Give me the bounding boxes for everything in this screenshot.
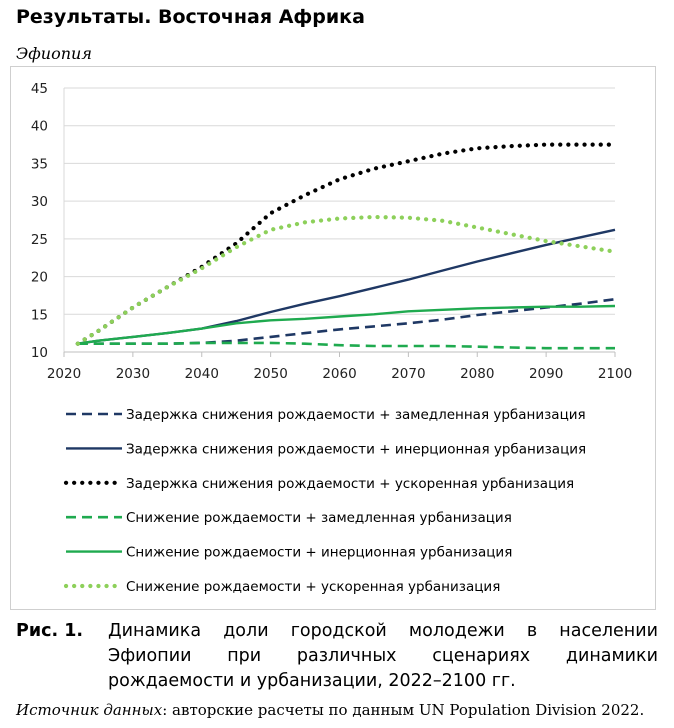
source-label: Источник данных — [16, 701, 163, 719]
legend-label-3: Задержка снижения рождаемости + ускоренная урбанизация — [126, 475, 575, 492]
chart-legend — [66, 407, 586, 595]
series-line-6 — [78, 217, 615, 344]
x-tick-label: 2080 — [460, 366, 495, 382]
y-tick-label: 40 — [30, 118, 48, 135]
legend-label-4: Снижение рождаемости + замедленная урбанизация — [126, 510, 512, 527]
figure-label: Рис. 1. — [16, 621, 84, 641]
y-tick-label: 35 — [30, 156, 48, 173]
y-tick-label: 45 — [30, 81, 48, 97]
x-tick-label: 2050 — [253, 366, 288, 382]
y-tick-label: 20 — [30, 269, 48, 286]
figure-caption — [16, 619, 658, 694]
data-source — [16, 701, 644, 719]
series-line-5 — [78, 306, 615, 344]
source-text: : авторские расчеты по данным UN Population Division 2022. — [162, 701, 645, 719]
page-title: Результаты. Восточная Африка — [16, 6, 365, 28]
x-tick-label: 2060 — [322, 366, 357, 382]
legend-label-5: Снижение рождаемости + инерционная урбанизация — [126, 544, 513, 561]
x-tick-label: 2030 — [115, 366, 151, 382]
x-tick-label: 2100 — [597, 366, 633, 382]
grid-lines — [64, 88, 615, 352]
x-tick-label: 2020 — [46, 366, 82, 382]
x-tick-label: 2090 — [528, 366, 564, 382]
series-line-2 — [78, 230, 615, 344]
series-layer — [78, 145, 615, 349]
legend-label-6: Снижение рождаемости + ускоренная урбанизация — [126, 579, 501, 595]
legend-label-1: Задержка снижения рождаемости + замедленная урбанизация — [126, 407, 586, 423]
country-subtitle: Эфиопия — [16, 44, 92, 63]
x-tick-label: 2040 — [184, 366, 219, 382]
y-tick-label: 25 — [30, 231, 48, 248]
x-tick-label: 2070 — [391, 366, 426, 382]
legend-label-2: Задержка снижения рождаемости + инерционная урбанизация — [126, 441, 587, 458]
series-line-4 — [78, 343, 615, 348]
y-tick-label: 15 — [30, 307, 48, 324]
y-tick-label: 30 — [30, 194, 48, 211]
figure-caption-text: Динамика доли городской молодежи в населении Эфиопии при различных сценариях динамики рождаемости и урбанизации, 2022–2100 гг. — [108, 621, 658, 691]
y-tick-label: 10 — [30, 345, 48, 361]
